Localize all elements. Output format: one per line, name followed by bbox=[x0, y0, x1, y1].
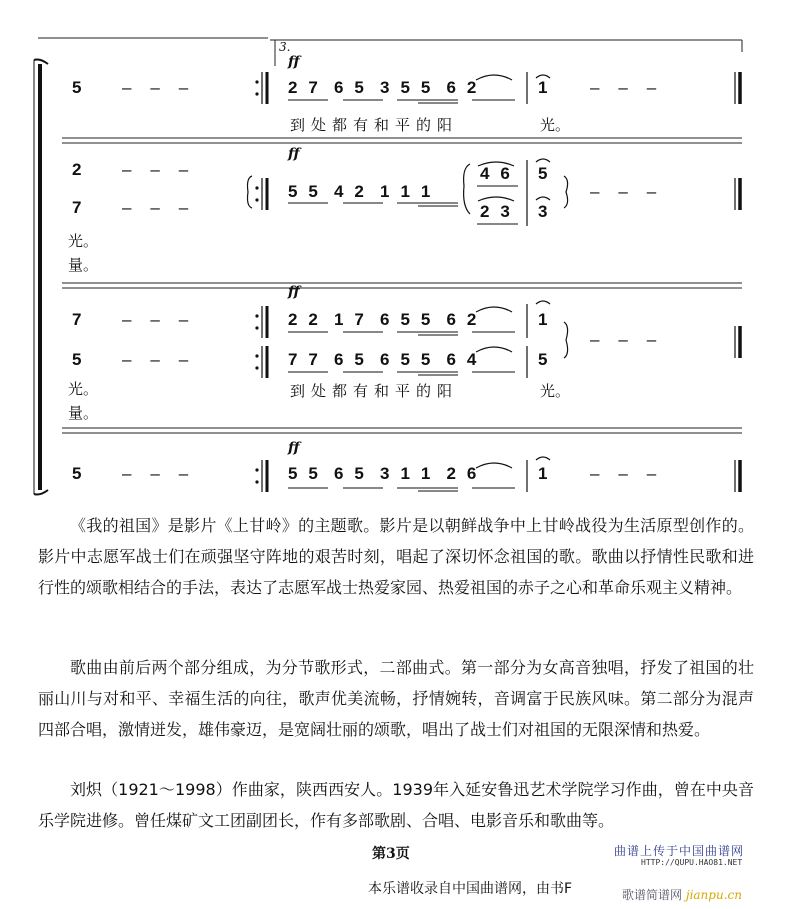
s1-pre-note: 5 bbox=[72, 78, 82, 97]
s2-lyric-1: 光。 bbox=[68, 232, 99, 250]
s4-final-dashes: – – – bbox=[590, 464, 657, 483]
s2-pre-dashes-bottom: – – – bbox=[122, 198, 189, 217]
watermark-site-name: 歌谱简谱网 bbox=[622, 888, 683, 902]
s3-lyric-2: 量。 bbox=[68, 404, 99, 422]
dynamic-mark: ff bbox=[288, 54, 300, 70]
s1-lyric-end: 光。 bbox=[540, 116, 571, 134]
footer-note: 本乐谱收录自中国曲谱网，由书F bbox=[368, 881, 573, 897]
s3-pre-dashes-top: – – – bbox=[122, 310, 189, 329]
s2-chord-bottom: 2 3 bbox=[480, 202, 511, 221]
s4-final-note: 1 bbox=[538, 464, 548, 483]
s3-pre-top: 7 bbox=[72, 310, 82, 329]
page-number: 第3页 bbox=[372, 846, 410, 862]
s2-pre-dashes-top: – – – bbox=[122, 160, 189, 179]
watermark-site bbox=[622, 886, 742, 903]
dynamic-mark: ff bbox=[288, 284, 300, 300]
s1-final-dashes: – – – bbox=[590, 78, 657, 97]
s2-final-dashes: – – – bbox=[590, 182, 657, 201]
s3-lyrics: 到处都有和平的阳 bbox=[290, 382, 459, 400]
s3-notes-bottom: 7 7 6 5 6 5 5 6 4 bbox=[288, 350, 477, 369]
volta-label: 3. bbox=[279, 40, 291, 54]
s2-notes: 5 5 4 2 1 1 1 bbox=[288, 182, 431, 201]
s4-pre-dashes: – – – bbox=[122, 464, 189, 483]
s1-pre-dashes: – – – bbox=[122, 78, 189, 97]
s1-final-note: 1 bbox=[538, 78, 548, 97]
s4-pre-note: 5 bbox=[72, 464, 82, 483]
watermark-url: HTTP://QUPU.HAO81.NET bbox=[641, 858, 743, 867]
s3-final-top: 1 bbox=[538, 310, 548, 329]
s2-final-bottom: 3 bbox=[538, 202, 548, 221]
s3-pre-dashes-bottom: – – – bbox=[122, 350, 189, 369]
s2-lyric-2: 量。 bbox=[68, 256, 99, 274]
watermark-site-domain: jianpu.cn bbox=[685, 888, 742, 902]
s3-lyric-end: 光。 bbox=[540, 382, 571, 400]
s3-lyric-1: 光。 bbox=[68, 380, 99, 398]
s3-final-dashes: – – – bbox=[590, 330, 657, 349]
s3-final-bottom: 5 bbox=[538, 350, 548, 369]
s1-notes: 2 7 6 5 3 5 5 6 2 bbox=[288, 78, 477, 97]
s2-final-top: 5 bbox=[538, 164, 548, 183]
s2-pre-top: 2 bbox=[72, 160, 82, 179]
watermark-line1: 曲谱上传于中国曲谱网 bbox=[614, 844, 745, 858]
s2-chord-top: 4 6 bbox=[480, 164, 511, 183]
s3-notes-top: 2 2 1 7 6 5 5 6 2 bbox=[288, 310, 477, 329]
dynamic-mark: ff bbox=[288, 146, 300, 162]
s2-pre-bottom: 7 bbox=[72, 198, 82, 217]
paragraph-composer: 刘炽（1921～1998）作曲家，陕西西安人。1939年入延安鲁迅艺术学院学习作曲，曾在中央音乐学院进修。曾任煤矿文工团副团长，作有多部歌剧、合唱、电影音乐和歌曲等。 bbox=[38, 780, 754, 830]
s1-lyrics: 到处都有和平的阳 bbox=[290, 116, 459, 134]
dynamic-mark: ff bbox=[288, 440, 300, 456]
s3-pre-bottom: 5 bbox=[72, 350, 82, 369]
paragraph-intro: 《我的祖国》是影片《上甘岭》的主题歌。影片是以朝鲜战争中上甘岭战役为生活原型创作的。影片中志愿军战士们在顽强坚守阵地的艰苦时刻，唱起了深切怀念祖国的歌。歌曲以抒情性民歌和进行性的颂歌相结合的手法，表达了志愿军战士热爱家园、热爱祖国的赤子之心和革命乐观主义精神。 bbox=[38, 516, 754, 597]
s4-notes: 5 5 6 5 3 1 1 2 6 bbox=[288, 464, 477, 483]
paragraph-structure: 歌曲由前后两个部分组成，为分节歌形式，二部曲式。第一部分为女高音独唱，抒发了祖国的壮丽山川与对和平、幸福生活的向往，歌声优美流畅，抒情婉转，音调富于民族风味。第二部分为混声四部合唱，激情迸发，雄伟豪迈，是宽阔壮丽的颂歌，唱出了战士们对祖国的无限深情和热爱。 bbox=[38, 658, 754, 739]
